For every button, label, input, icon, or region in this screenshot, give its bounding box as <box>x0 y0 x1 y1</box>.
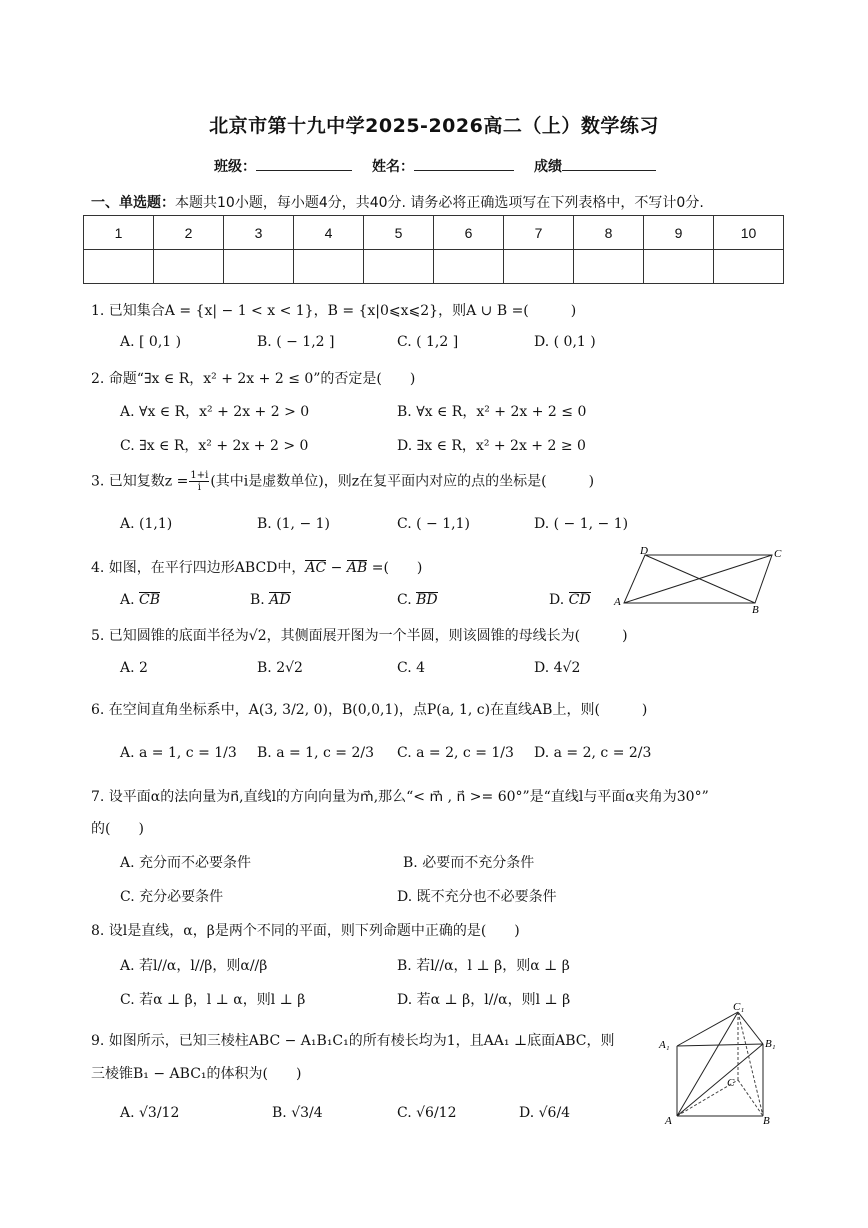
question-4-option-b <box>250 592 291 608</box>
edge-ab1 <box>677 1044 763 1116</box>
answer-col-number: 2 <box>154 216 224 250</box>
question-2-option-c: C. ∃x ∈ R，x² + 2x + 2 > 0 <box>120 438 309 454</box>
answer-col-number: 6 <box>434 216 504 250</box>
score-blank[interactable] <box>562 156 656 171</box>
option-letter: C. <box>397 592 412 608</box>
label-a: A <box>665 1115 672 1127</box>
edge-a1b1 <box>677 1044 763 1046</box>
question-7-stem-line2: 的( ) <box>91 821 144 837</box>
label-d: D <box>640 545 648 557</box>
edge-ac1 <box>677 1012 738 1116</box>
student-info-line <box>214 156 656 176</box>
answer-cell[interactable] <box>224 250 294 284</box>
question-9-option-b: B. √3/4 <box>272 1105 323 1121</box>
question-3-stem <box>91 470 594 493</box>
question-7-option-b: B. 必要而不充分条件 <box>403 855 535 871</box>
score-label: 成绩 <box>534 159 562 175</box>
question-5-option-a: A. 2 <box>120 660 148 676</box>
question-4-stem-post: =( ) <box>367 560 423 576</box>
answer-table <box>83 215 784 284</box>
section-1-heading <box>91 192 704 212</box>
question-9-option-d: D. √6/4 <box>519 1105 571 1121</box>
label-a: A <box>614 596 621 608</box>
section-1-title: 一、单选题： <box>91 195 175 211</box>
class-blank[interactable] <box>256 156 352 171</box>
answer-col-number: 8 <box>574 216 644 250</box>
question-6-option-d: D. a = 2, c = 2/3 <box>534 745 652 761</box>
question-2-option-b: B. ∀x ∈ R，x² + 2x + 2 ≤ 0 <box>397 404 587 420</box>
question-7-option-c: C. 充分必要条件 <box>120 889 224 905</box>
question-1-option-c: C. ( 1,2 ] <box>397 334 459 350</box>
class-label: 班级： <box>214 159 256 175</box>
question-3-option-d: D. ( − 1, − 1) <box>534 516 629 532</box>
answer-col-number: 10 <box>714 216 784 250</box>
vector-ac: AC <box>305 560 327 576</box>
label-c: C <box>727 1077 735 1089</box>
vector-cd: CD <box>568 592 591 608</box>
question-9-stem: 9. 如图所示，已知三棱柱ABC − A₁B₁C₁的所有棱长均为1，且AA₁ ⊥底面ABC，则 <box>91 1033 615 1049</box>
answer-cell[interactable] <box>294 250 364 284</box>
question-7-stem: 7. 设平面α的法向量为n⃗,直线l的方向向量为m⃗,那么“< m⃗ , n⃗ >= 60°”是“直线l与平面α夹角为30°” <box>91 789 709 805</box>
question-2-option-d: D. ∃x ∈ R，x² + 2x + 2 ≥ 0 <box>397 438 586 454</box>
answer-col-number: 3 <box>224 216 294 250</box>
vector-cb: CB <box>139 592 161 608</box>
label-b: B <box>752 604 759 615</box>
question-3-stem-pre: 3. 已知复数z = <box>91 473 189 490</box>
option-letter: A. <box>120 592 135 608</box>
question-1-stem: 1. 已知集合A = {x| − 1 < x < 1}，B = {x|0⩽x⩽2}，则A ∪ B =( ) <box>91 303 577 319</box>
label-a1: A₁ <box>659 1039 670 1051</box>
parallelogram-figure <box>612 545 792 615</box>
option-letter: B. <box>250 592 265 608</box>
question-3-stem-post: (其中i是虚数单位)，则z在复平面内对应的点的坐标是( ) <box>210 473 595 490</box>
question-2-stem: 2. 命题“∃x ∈ R，x² + 2x + 2 ≤ 0”的否定是( ) <box>91 371 416 387</box>
question-2-option-a: A. ∀x ∈ R，x² + 2x + 2 > 0 <box>120 404 310 420</box>
triangular-prism-figure <box>655 1000 790 1130</box>
question-5-option-c: C. 4 <box>397 660 426 676</box>
question-9-option-c: C. √6/12 <box>397 1105 457 1121</box>
question-1-option-a: A. [ 0,1 ) <box>120 334 182 350</box>
question-4-option-d <box>549 592 591 608</box>
answer-cell[interactable] <box>364 250 434 284</box>
question-1-option-d: D. ( 0,1 ) <box>534 334 596 350</box>
minus-sign: − <box>326 560 347 576</box>
diagonal-ac <box>624 555 772 603</box>
question-7-option-a: A. 充分而不必要条件 <box>120 855 252 871</box>
answer-cell[interactable] <box>434 250 504 284</box>
answer-cell[interactable] <box>154 250 224 284</box>
question-6-option-b: B. a = 1, c = 2/3 <box>257 745 374 761</box>
question-9-stem-line2: 三棱锥B₁ − ABC₁的体积为( ) <box>91 1066 302 1082</box>
option-letter: D. <box>549 592 565 608</box>
answer-col-number: 5 <box>364 216 434 250</box>
question-3-option-b: B. (1, − 1) <box>257 516 331 532</box>
fraction-numerator: 1+i <box>190 470 209 481</box>
question-6-option-c: C. a = 2, c = 1/3 <box>397 745 514 761</box>
question-5-stem: 5. 已知圆锥的底面半径为√2，其侧面展开图为一个半圆，则该圆锥的母线长为( ) <box>91 628 628 644</box>
vector-ab: AB <box>346 560 368 576</box>
answer-col-number: 1 <box>84 216 154 250</box>
answer-cell[interactable] <box>714 250 784 284</box>
answer-col-number: 7 <box>504 216 574 250</box>
exam-title: 北京市第十九中学2025-2026高二（上）数学练习 <box>209 115 659 137</box>
vector-bd: BD <box>416 592 438 608</box>
question-4-stem-pre: 4. 如图，在平行四边形ABCD中， <box>91 560 306 576</box>
question-3-fraction <box>189 470 209 493</box>
answer-cell[interactable] <box>574 250 644 284</box>
question-3-option-c: C. ( − 1,1) <box>397 516 470 532</box>
question-6-stem: 6. 在空间直角坐标系中，A(3, 3/2, 0)，B(0,0,1)，点P(a, 1, c)在直线AB上，则( ) <box>91 702 648 718</box>
question-1-option-b: B. ( − 1,2 ] <box>257 334 335 350</box>
section-1-desc: 本题共10小题，每小题4分，共40分. 请务必将正确选项写在下列表格中，不写计0分. <box>175 195 704 211</box>
fraction-denominator: i <box>197 482 201 493</box>
name-label: 姓名： <box>372 159 414 175</box>
label-c: C <box>774 548 782 560</box>
answer-table-blank-row <box>84 250 784 284</box>
answer-cell[interactable] <box>644 250 714 284</box>
answer-table-number-row <box>84 216 784 250</box>
question-8-option-c: C. 若α ⊥ β，l ⊥ α，则l ⊥ β <box>120 992 306 1008</box>
question-8-stem: 8. 设l是直线，α，β是两个不同的平面，则下列命题中正确的是( ) <box>91 923 520 939</box>
answer-col-number: 9 <box>644 216 714 250</box>
answer-cell[interactable] <box>84 250 154 284</box>
edge-cb <box>738 1080 763 1116</box>
name-blank[interactable] <box>414 156 514 171</box>
question-4-option-c <box>397 592 438 608</box>
edge-a1c1 <box>677 1012 738 1046</box>
answer-col-number: 4 <box>294 216 364 250</box>
question-9-option-a: A. √3/12 <box>120 1105 180 1121</box>
question-4-stem <box>91 557 422 577</box>
vector-ad: AD <box>269 592 291 608</box>
diagonal-bd <box>645 555 755 603</box>
question-6-option-a: A. a = 1, c = 1/3 <box>120 745 237 761</box>
question-8-option-b: B. 若l//α，l ⊥ β，则α ⊥ β <box>397 958 570 974</box>
label-c1: C₁ <box>733 1001 745 1013</box>
question-7-option-d: D. 既不充分也不必要条件 <box>397 889 557 905</box>
question-3-option-a: A. (1,1) <box>120 516 173 532</box>
question-5-option-b: B. 2√2 <box>257 660 303 676</box>
label-b: B <box>763 1115 770 1127</box>
question-8-option-a: A. 若l//α，l//β，则α//β <box>120 958 268 974</box>
question-8-option-d: D. 若α ⊥ β，l//α，则l ⊥ β <box>397 992 571 1008</box>
question-4-option-a <box>120 592 160 608</box>
answer-cell[interactable] <box>504 250 574 284</box>
label-b1: B₁ <box>765 1038 776 1050</box>
question-5-option-d: D. 4√2 <box>534 660 581 676</box>
